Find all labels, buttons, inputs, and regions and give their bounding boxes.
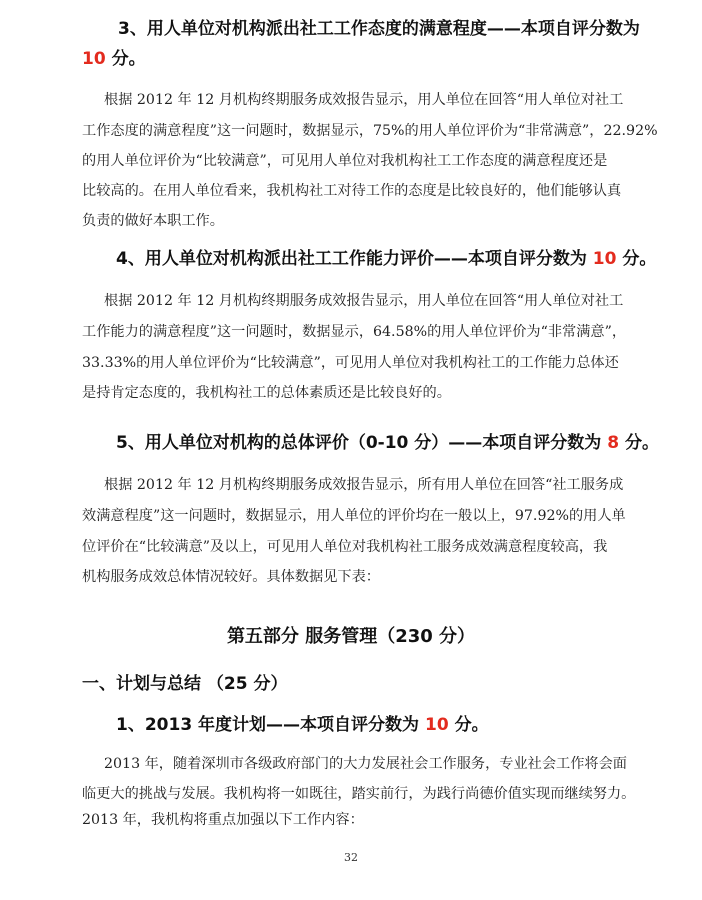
- plan-line-1: 2013 年，随着深圳市各级政府部门的大力发展社会工作服务，专业社会工作将会面: [104, 756, 627, 772]
- section5-line-3: 位评价在“比较满意”及以上，可见用人单位对我机构社工服务成效满意程度较高，我: [82, 539, 608, 555]
- plan-line-2: 临更大的挑战与发展。我机构将一如既往，踏实前行，为践行尚德价值实现而继续努力。: [82, 786, 636, 802]
- section4-line-4: 是持肯定态度的，我机构社工的总体素质还是比较良好的。: [82, 385, 451, 401]
- section4-heading-text: 4、用人单位对机构派出社工工作能力评价——本项自评分数为: [116, 249, 593, 269]
- plan-heading: [116, 710, 489, 735]
- section3-score-suffix: 分。: [105, 49, 146, 69]
- section4-line-1: 根据 2012 年 12 月机构终期服务成效报告显示，用人单位在回答“用人单位对社工: [104, 293, 624, 309]
- section5-line-1: 根据 2012 年 12 月机构终期服务成效报告显示，所有用人单位在回答“社工服务成: [104, 477, 624, 493]
- section3-line-5: 负责的做好本职工作。: [82, 213, 224, 229]
- section5-score-suffix: 分。: [619, 433, 659, 453]
- section4-score-suffix: 分。: [616, 249, 657, 269]
- part5-title: 第五部分 服务管理（230 分）: [226, 626, 476, 647]
- section5-score: 8: [607, 433, 620, 453]
- section5-heading: [116, 428, 659, 453]
- section4-line-2: 工作能力的满意程度”这一问题时，数据显示，64.58%的用人单位评价为“非常满意”，: [82, 324, 627, 340]
- section3-line-2: 工作态度的满意程度”这一问题时，数据显示，75%的用人单位评价为“非常满意”，22.92%: [82, 123, 658, 139]
- section4-heading: [116, 244, 656, 269]
- section5-heading-text: 5、用人单位对机构的总体评价（0-10 分）——本项自评分数为: [116, 433, 608, 453]
- section5-line-4: 机构服务成效总体情况较好。具体数据见下表：: [82, 569, 380, 585]
- section5-line-2: 效满意程度”这一问题时，数据显示，用人单位的评价均在一般以上，97.92%的用人单: [82, 508, 626, 524]
- section3-line-3: 的用人单位评价为“比较满意”，可见用人单位对我机构社工工作态度的满意程度还是: [82, 153, 608, 169]
- section3-heading-score: [82, 44, 146, 69]
- plan-heading-text: 1、2013 年度计划——本项自评分数为: [116, 715, 425, 735]
- plan-score: 10: [424, 715, 449, 735]
- plan-score-suffix: 分。: [448, 715, 489, 735]
- section3-heading: [118, 14, 640, 39]
- section4-score: 10: [592, 249, 617, 269]
- section3-line-1: 根据 2012 年 12 月机构终期服务成效报告显示，用人单位在回答“用人单位对社工: [104, 92, 624, 108]
- section3-heading-text: 3、用人单位对机构派出社工工作态度的满意程度——本项自评分数为: [118, 19, 640, 39]
- section3-line-4: 比较高的。在用人单位看来，我机构社工对待工作的态度是比较良好的，他们能够认真: [82, 183, 622, 199]
- sub1-title: 一、计划与总结 （25 分）: [82, 674, 288, 694]
- section3-score: 10: [82, 49, 106, 69]
- plan-line-3: 2013 年，我机构将重点加强以下工作内容：: [82, 812, 364, 828]
- page-number: 32: [344, 851, 358, 864]
- section4-line-3: 33.33%的用人单位评价为“比较满意”，可见用人单位对我机构社工的工作能力总体还: [82, 355, 619, 371]
